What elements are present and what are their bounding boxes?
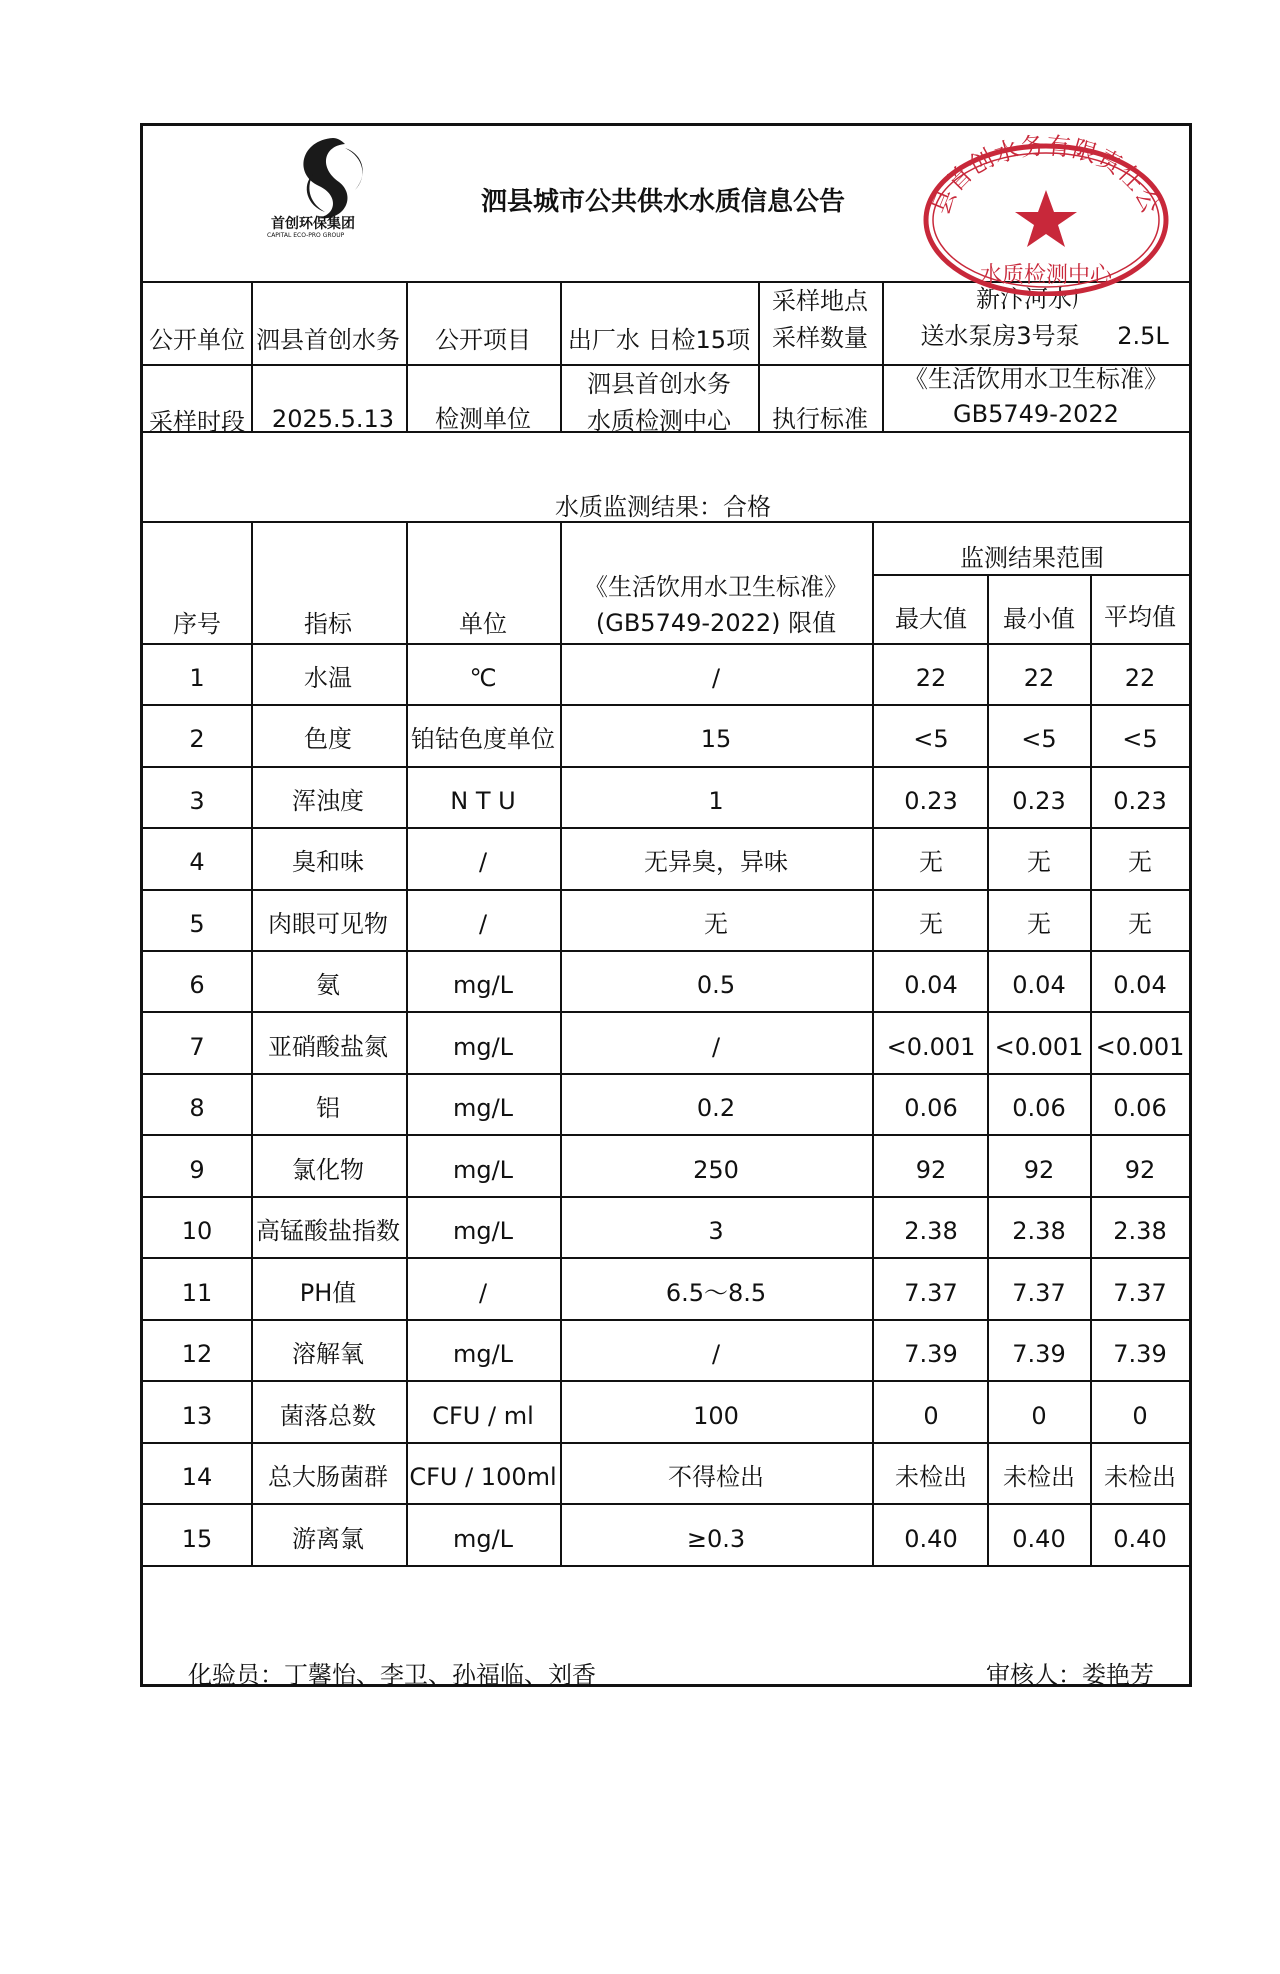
row-limit: 6.5～8.5 <box>665 1278 767 1307</box>
header-avg: 平均值 <box>1104 603 1176 631</box>
lab-value-line2: 水质检测中心 <box>587 407 731 435</box>
row-indicator: PH值 <box>299 1278 357 1307</box>
row-indicator: 臭和味 <box>292 848 364 877</box>
row-max: 92 <box>915 1155 947 1184</box>
row-avg: 0.40 <box>1113 1524 1167 1553</box>
row-limit: 15 <box>700 725 732 754</box>
header-max: 最大值 <box>895 605 967 633</box>
row-indicator: 浑浊度 <box>292 786 364 815</box>
header-unit: 单位 <box>459 610 507 638</box>
quantity-label: 采样数量 <box>772 324 868 352</box>
row-no: 9 <box>189 1155 205 1184</box>
document-title: 泗县城市公共供水水质信息公告 <box>480 187 846 217</box>
header-indicator: 指标 <box>304 610 352 638</box>
row-unit: / <box>478 848 488 877</box>
row-max: 无 <box>919 848 943 877</box>
row-indicator: 溶解氧 <box>292 1340 364 1369</box>
header-limit-line1: 《生活饮用水卫生标准》 <box>584 573 848 601</box>
row-indicator: 水温 <box>304 663 352 692</box>
row-max: 未检出 <box>895 1463 967 1492</box>
row-avg: 未检出 <box>1104 1463 1176 1492</box>
quantity-value: 2.5L <box>1117 322 1169 350</box>
row-avg: 无 <box>1128 909 1152 938</box>
row-avg: 92 <box>1124 1155 1156 1184</box>
row-unit: mg/L <box>452 1155 514 1184</box>
row-avg: 无 <box>1128 848 1152 877</box>
lab-value-line1: 泗县首创水务 <box>587 370 731 398</box>
row-indicator: 高锰酸盐指数 <box>256 1217 400 1246</box>
row-max: 0.40 <box>904 1524 958 1553</box>
seal-bottom-text: 水质检测中心 <box>979 263 1113 288</box>
row-unit: / <box>478 909 488 938</box>
row-min: 22 <box>1023 663 1055 692</box>
row-no: 5 <box>189 909 205 938</box>
row-min: 无 <box>1027 909 1051 938</box>
row-limit: 0.2 <box>696 1094 736 1123</box>
row-min: 7.37 <box>1012 1278 1066 1307</box>
row-limit: / <box>711 1032 721 1061</box>
header-no: 序号 <box>173 610 221 638</box>
row-avg: 0 <box>1132 1401 1148 1430</box>
row-unit: 铂钴色度单位 <box>411 725 555 754</box>
standard-value-line1: 《生活饮用水卫生标准》 <box>904 365 1168 393</box>
row-unit: mg/L <box>452 1032 514 1061</box>
row-unit: mg/L <box>452 1217 514 1246</box>
row-unit: / <box>478 1278 488 1307</box>
row-indicator: 色度 <box>304 725 352 754</box>
standard-value-line2: GB5749-2022 <box>953 400 1119 428</box>
row-limit: 250 <box>693 1155 739 1184</box>
row-max: 7.39 <box>904 1340 958 1369</box>
publisher-value: 泗县首创水务 <box>256 326 400 354</box>
reviewer: 审核人：娄艳芳 <box>986 1661 1154 1689</box>
row-limit: / <box>711 663 721 692</box>
row-no: 8 <box>189 1094 205 1123</box>
row-limit: 3 <box>708 1217 724 1246</box>
row-max: <5 <box>913 725 949 754</box>
overall-result: 水质监测结果：合格 <box>555 493 771 521</box>
row-avg: <0.001 <box>1095 1032 1185 1061</box>
row-avg: 2.38 <box>1113 1217 1167 1246</box>
row-indicator: 游离氯 <box>292 1524 364 1553</box>
row-no: 7 <box>189 1032 205 1061</box>
row-no: 4 <box>189 848 205 877</box>
row-limit: 无 <box>704 909 728 938</box>
row-unit: mg/L <box>452 1340 514 1369</box>
row-indicator: 铝 <box>316 1094 340 1123</box>
row-min: 0.23 <box>1012 786 1066 815</box>
row-no: 11 <box>181 1278 213 1307</box>
row-avg: 7.37 <box>1113 1278 1167 1307</box>
row-avg: 7.39 <box>1113 1340 1167 1369</box>
row-unit: mg/L <box>452 1094 514 1123</box>
header-min: 最小值 <box>1003 605 1075 633</box>
row-avg: 0.23 <box>1113 786 1167 815</box>
row-no: 12 <box>181 1340 213 1369</box>
row-avg: <5 <box>1122 725 1158 754</box>
row-limit: 0.5 <box>696 971 736 1000</box>
row-no: 2 <box>189 725 205 754</box>
row-min: 2.38 <box>1012 1217 1066 1246</box>
row-no: 6 <box>189 971 205 1000</box>
logo-cn-text: 首创环保集团 <box>271 216 355 232</box>
row-limit: 不得检出 <box>668 1463 764 1492</box>
row-max: 无 <box>919 909 943 938</box>
row-avg: 22 <box>1124 663 1156 692</box>
row-min: 7.39 <box>1012 1340 1066 1369</box>
row-indicator: 氨 <box>316 971 340 1000</box>
period-value: 2025.5.13 <box>271 405 395 433</box>
row-max: 0.23 <box>904 786 958 815</box>
row-min: 无 <box>1027 848 1051 877</box>
row-max: 0.06 <box>904 1094 958 1123</box>
row-unit: CFU / 100ml <box>409 1463 557 1492</box>
period-label: 采样时段 <box>149 408 245 436</box>
row-min: 0 <box>1031 1401 1047 1430</box>
row-indicator: 肉眼可见物 <box>268 909 388 938</box>
row-indicator: 亚硝酸盐氮 <box>268 1032 388 1061</box>
row-limit: ≥0.3 <box>686 1524 746 1553</box>
row-unit: mg/L <box>452 1524 514 1553</box>
row-min: 未检出 <box>1003 1463 1075 1492</box>
row-max: 0 <box>923 1401 939 1430</box>
water-quality-notice <box>140 123 1192 1687</box>
row-no: 15 <box>181 1524 213 1553</box>
row-no: 3 <box>189 786 205 815</box>
row-limit: 1 <box>708 786 724 815</box>
logo-en-text: CAPITAL ECO-PRO GROUP <box>267 232 345 239</box>
site-value-plant: 新汴河水厂 <box>976 285 1096 313</box>
site-label: 采样地点 <box>772 287 868 315</box>
row-no: 1 <box>189 663 205 692</box>
row-min: 0.40 <box>1012 1524 1066 1553</box>
row-indicator: 氯化物 <box>292 1155 364 1184</box>
row-avg: 0.04 <box>1113 971 1167 1000</box>
row-indicator: 总大肠菌群 <box>268 1463 388 1492</box>
row-min: 92 <box>1023 1155 1055 1184</box>
row-max: 0.04 <box>904 971 958 1000</box>
row-max: 22 <box>915 663 947 692</box>
row-no: 14 <box>181 1463 213 1492</box>
standard-label: 执行标准 <box>772 405 868 433</box>
star-icon <box>1015 190 1077 247</box>
row-max: 2.38 <box>904 1217 958 1246</box>
publisher-label: 公开单位 <box>149 326 245 354</box>
row-limit: 无异臭，异味 <box>644 848 788 877</box>
row-max: <0.001 <box>886 1032 976 1061</box>
official-seal <box>918 126 1174 296</box>
row-min: 0.04 <box>1012 971 1066 1000</box>
row-limit: 100 <box>693 1401 739 1430</box>
row-min: 0.06 <box>1012 1094 1066 1123</box>
row-min: <5 <box>1021 725 1057 754</box>
testers: 化验员：丁馨怡、李卫、孙福临、刘香 <box>188 1661 596 1689</box>
site-value-pump: 送水泵房3号泵 <box>920 322 1080 350</box>
lab-label: 检测单位 <box>435 405 531 433</box>
row-avg: 0.06 <box>1113 1094 1167 1123</box>
item-label: 公开项目 <box>435 326 531 354</box>
row-unit: N T U <box>450 786 516 815</box>
company-logo <box>253 134 413 239</box>
row-unit: CFU / ml <box>432 1401 534 1430</box>
header-range: 监测结果范围 <box>960 544 1104 572</box>
seal-top-text: 县首创水务有限责任公 <box>926 131 1166 219</box>
row-unit: mg/L <box>452 971 514 1000</box>
row-no: 10 <box>181 1217 213 1246</box>
row-indicator: 菌落总数 <box>280 1401 376 1430</box>
row-no: 13 <box>181 1401 213 1430</box>
row-max: 7.37 <box>904 1278 958 1307</box>
row-unit: ℃ <box>469 663 497 692</box>
row-min: <0.001 <box>994 1032 1084 1061</box>
header-limit-line2: (GB5749-2022) 限值 <box>595 609 837 637</box>
row-limit: / <box>711 1340 721 1369</box>
item-value: 出厂水 日检15项 <box>567 326 751 354</box>
